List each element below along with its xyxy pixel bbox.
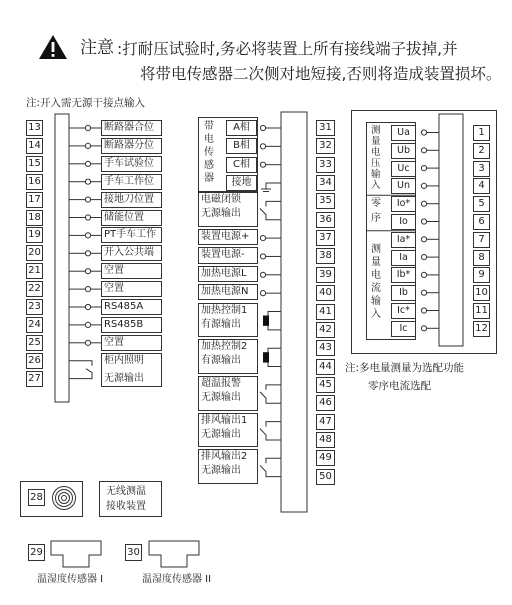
terminal-23: 23 (26, 299, 43, 315)
terminal-27: 27 (26, 371, 43, 387)
left-label-1: 断路器分位 (104, 139, 154, 151)
warning-title: 注意 (80, 38, 114, 58)
middle-group-label-5-0: 加热控制1 (201, 304, 248, 316)
voltage-label-1: Ub (391, 143, 416, 159)
warning-line-1: :打耐压试验时,务必将装置上所有接线端子拔掉,并 (117, 40, 458, 58)
voltage-title-char-0: 测 (371, 125, 381, 136)
right-note-2: 零序电流选配 (368, 380, 431, 392)
middle-group-label-5-1: 有源输出 (201, 318, 241, 330)
current-label-1: Ia (391, 250, 416, 266)
current-title-char-0: 测 (371, 243, 381, 255)
middle-group-label-7-1: 无源输出 (201, 391, 241, 403)
voltage-label-3: Un (391, 178, 416, 194)
left-note: 注:开入需无源干接点输入 (26, 97, 146, 109)
current-title-char-5: 入 (371, 308, 381, 320)
left-label-6: PT手车工作 (104, 229, 157, 241)
voltage-title-char-4: 输 (371, 169, 381, 180)
zero-label-0: Io* (391, 196, 416, 212)
terminal-34: 34 (316, 175, 335, 191)
middle-group-label-3-0: 加热电源L (201, 267, 247, 279)
left-label-12: 空置 (104, 336, 124, 348)
left-label-9: 空置 (104, 283, 124, 295)
voltage-label-0: Ua (391, 125, 416, 141)
left-label-2: 手车试验位 (104, 157, 154, 169)
zero-title-char-1: 序 (371, 213, 381, 225)
terminal-37: 37 (316, 230, 335, 246)
current-title-char-4: 输 (371, 295, 381, 307)
current-label-5: Ic (391, 321, 416, 337)
terminal-9: 9 (473, 267, 490, 283)
terminal-39: 39 (316, 267, 335, 283)
sensor-title-char-2: 传 (204, 147, 214, 158)
left-label-10: RS485A (104, 301, 144, 312)
sensor-title-char-4: 器 (204, 173, 214, 184)
zero-label-1: Io (391, 214, 416, 230)
terminal-44: 44 (316, 359, 335, 375)
warning-line-2: 将带电传感器二次侧对地短接,否则将造成装置损坏。 (140, 65, 502, 83)
voltage-title-char-3: 压 (371, 158, 381, 169)
current-title-char-3: 流 (371, 282, 381, 294)
left-label-3: 手车工作位 (104, 175, 154, 187)
terminal-1: 1 (473, 125, 490, 141)
sensor-phase-0: A相 (226, 120, 257, 136)
middle-group-label-9-0: 排风输出2 (201, 451, 248, 463)
light-label-1: 柜内照明 (104, 354, 144, 366)
sensor-title-char-3: 感 (204, 160, 214, 171)
terminal-31: 31 (316, 120, 335, 136)
terminal-48: 48 (316, 432, 335, 448)
left-label-0: 断路器合位 (104, 122, 154, 133)
terminal-50: 50 (316, 469, 335, 485)
terminal-21: 21 (26, 263, 43, 279)
light-label-2: 无源输出 (104, 372, 144, 384)
middle-group-label-2-0: 装置电源- (201, 249, 245, 261)
terminal-19: 19 (26, 227, 43, 243)
terminal-3: 3 (473, 161, 490, 177)
voltage-title-char-1: 量 (371, 136, 381, 147)
terminal-10: 10 (473, 285, 490, 301)
wireless-label-1: 无线测温 (106, 486, 146, 497)
current-label-4: Ic* (391, 303, 416, 319)
voltage-label-2: Uc (391, 161, 416, 177)
terminal-12: 12 (473, 321, 490, 337)
terminal-22: 22 (26, 281, 43, 297)
current-label-2: Ib* (391, 267, 416, 283)
terminal-41: 41 (316, 304, 335, 320)
terminal-45: 45 (316, 377, 335, 393)
current-title-char-1: 量 (371, 256, 381, 268)
middle-group-label-9-1: 无源输出 (201, 465, 241, 477)
terminal-18: 18 (26, 210, 43, 226)
zero-title-char-0: 零 (371, 198, 381, 210)
terminal-20: 20 (26, 245, 43, 261)
terminal-42: 42 (316, 322, 335, 338)
terminal-2: 2 (473, 143, 490, 159)
sensor-1-label: 温湿度传感器 I (37, 574, 104, 585)
terminal-36: 36 (316, 212, 335, 228)
left-label-5: 储能位置 (104, 211, 144, 223)
terminal-24: 24 (26, 317, 43, 333)
current-label-0: Ia* (391, 232, 416, 248)
voltage-title-char-5: 入 (371, 180, 381, 191)
middle-group-label-1-0: 装置电源+ (201, 231, 250, 243)
terminal-17: 17 (26, 192, 43, 208)
terminal-28: 28 (28, 489, 45, 506)
terminal-5: 5 (473, 196, 490, 212)
terminal-47: 47 (316, 414, 335, 430)
terminal-49: 49 (316, 450, 335, 466)
left-label-11: RS485B (104, 318, 144, 330)
middle-group-label-0-1: 无源输出 (201, 208, 241, 220)
terminal-4: 4 (473, 178, 490, 194)
terminal-38: 38 (316, 248, 335, 264)
terminal-11: 11 (473, 303, 490, 319)
middle-group-label-6-0: 加热控制2 (201, 341, 248, 353)
wireless-label-2: 接收装置 (106, 501, 146, 512)
sensor-phase-3: 接地 (226, 175, 257, 191)
middle-group-label-8-1: 无源输出 (201, 428, 241, 440)
terminal-46: 46 (316, 395, 335, 411)
terminal-33: 33 (316, 157, 335, 173)
current-label-3: Ib (391, 285, 416, 301)
sensor-phase-2: C相 (226, 157, 257, 173)
middle-group-label-8-0: 排风输出1 (201, 414, 248, 426)
right-note-1: 注:多电量测量为选配功能 (345, 362, 465, 374)
terminal-6: 6 (473, 214, 490, 230)
terminal-40: 40 (316, 285, 335, 301)
terminal-26: 26 (26, 353, 43, 369)
terminal-13: 13 (26, 120, 43, 136)
terminal-30: 30 (125, 544, 142, 561)
left-label-7: 开入公共端 (104, 247, 154, 259)
middle-group-label-0-0: 电磁闭锁 (201, 194, 241, 206)
terminal-8: 8 (473, 250, 490, 266)
terminal-35: 35 (316, 193, 335, 209)
sensor-phase-1: B相 (226, 138, 257, 154)
middle-group-label-4-0: 加热电源N (201, 286, 249, 298)
current-title-char-2: 电 (371, 269, 381, 281)
sensor-2-label: 温湿度传感器 II (142, 574, 212, 585)
terminal-25: 25 (26, 335, 43, 351)
terminal-7: 7 (473, 232, 490, 248)
left-label-4: 接地刀位置 (104, 193, 154, 205)
middle-group-label-6-1: 有源输出 (201, 355, 241, 367)
left-label-8: 空置 (104, 265, 124, 277)
sensor-title-char-0: 带 (204, 121, 214, 132)
terminal-43: 43 (316, 340, 335, 356)
voltage-title-char-2: 电 (371, 147, 381, 158)
sensor-title-char-1: 电 (204, 134, 214, 145)
terminal-15: 15 (26, 156, 43, 172)
middle-group-label-7-0: 超温报警 (201, 377, 241, 389)
terminal-32: 32 (316, 138, 335, 154)
terminal-29: 29 (28, 544, 45, 561)
terminal-14: 14 (26, 138, 43, 154)
terminal-16: 16 (26, 174, 43, 190)
